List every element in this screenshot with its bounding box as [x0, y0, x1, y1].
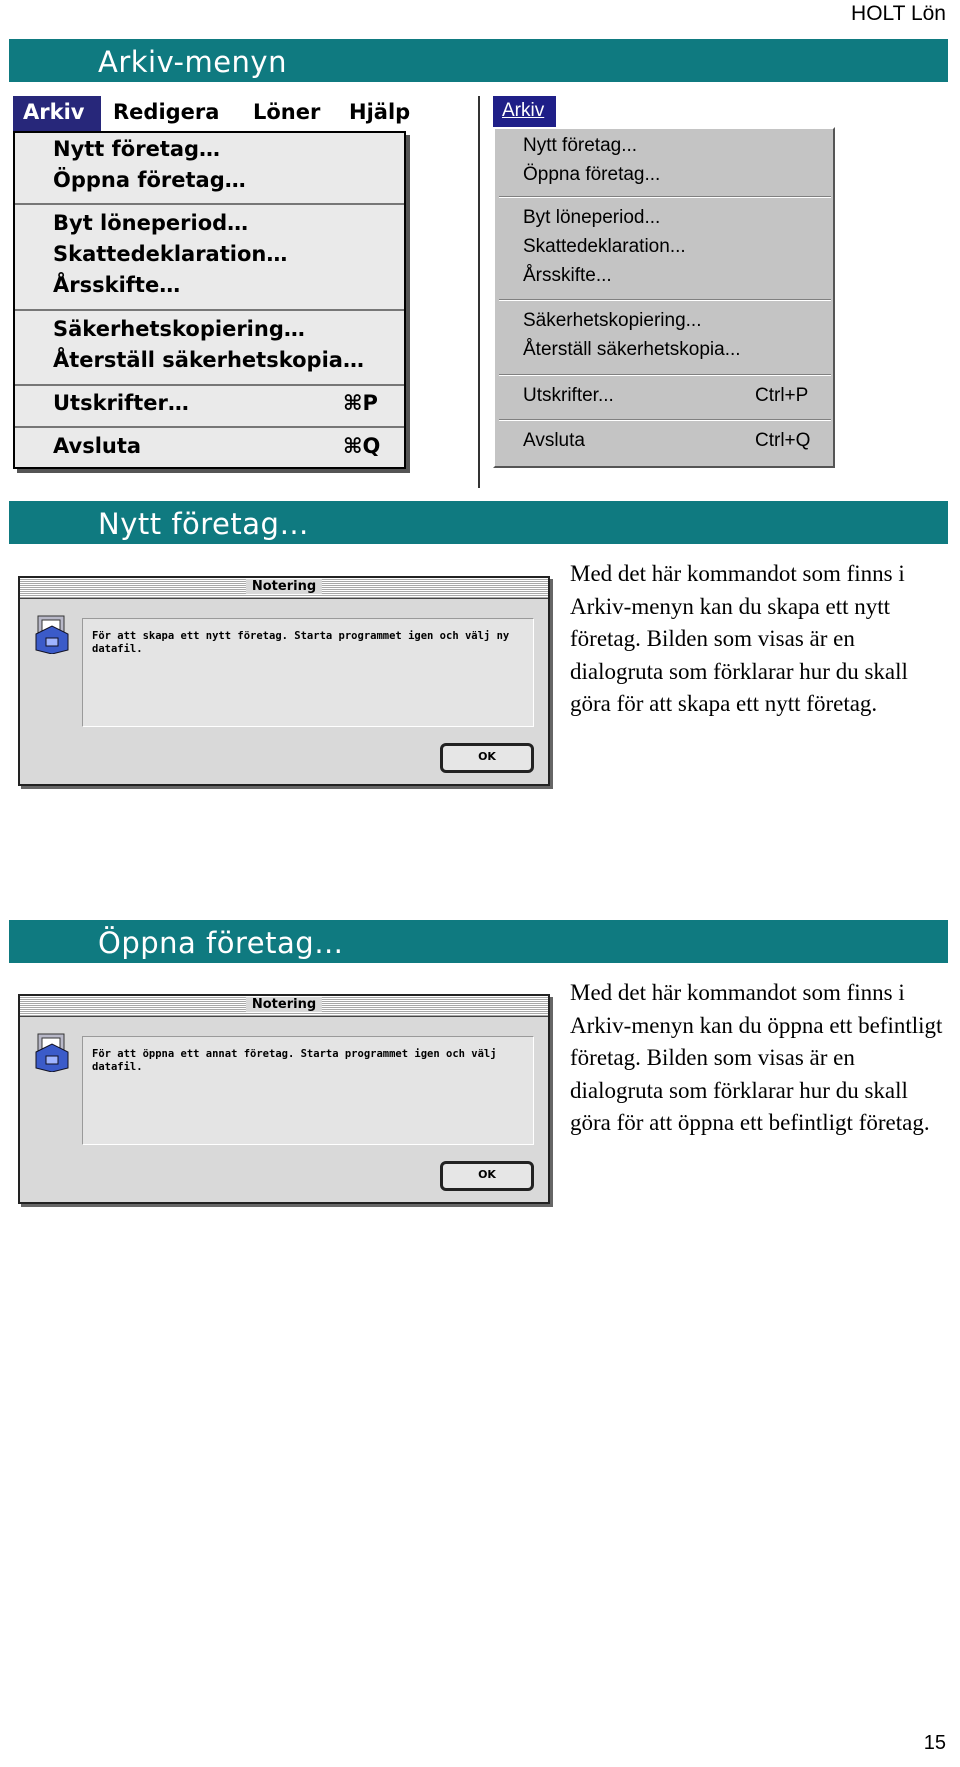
computer-disk-icon — [34, 1032, 70, 1072]
mac-menu-item-aterstall-sakerhetskopia[interactable]: Återställ säkerhetskopia… — [53, 348, 364, 372]
menu-separator — [15, 384, 404, 386]
section-band-oppna-foretag — [9, 920, 948, 963]
mac-menubar-item-hjalp[interactable]: Hjälp — [349, 100, 411, 124]
mac-menu-item-utskrifter[interactable]: Utskrifter… ⌘P — [53, 391, 378, 415]
win-menu-item-skattedeklaration[interactable]: Skattedeklaration... — [523, 236, 686, 257]
description-nytt-foretag: Med det här kommandot som finns i Arkiv-menyn kan du skapa ett nytt företag. Bilden som visas är en dialogruta som förklarar hur du skall göra för att skapa ett nytt företag. — [570, 561, 908, 716]
mac-menu-item-nytt-foretag[interactable]: Nytt företag… — [53, 137, 221, 161]
vertical-divider — [478, 96, 480, 488]
mac-menubar-item-arkiv[interactable]: Arkiv — [13, 96, 101, 131]
dialog-message: För att skapa ett nytt företag. Starta programmet igen och välj ny datafil. — [92, 630, 510, 655]
description-oppna-foretag: Med det här kommandot som finns i Arkiv-menyn kan du öppna ett befintligt företag. Bilden som visas är en dialogruta som förklarar hur du skall göra för att öppna ett befintligt företag. — [570, 980, 943, 1135]
page-number: 15 — [923, 1732, 946, 1754]
menu-separator — [499, 299, 831, 301]
win-menu-item-arsskifte[interactable]: Årsskifte... — [523, 265, 612, 286]
mac-menu-item-skattedeklaration[interactable]: Skattedeklaration… — [53, 242, 288, 266]
mac-dropdown-menu — [13, 131, 406, 469]
menu-separator — [15, 309, 404, 311]
win-menu-item-avsluta[interactable]: Avsluta Ctrl+Q — [523, 430, 811, 451]
win-menu-screenshot — [493, 96, 843, 476]
menu-separator — [499, 419, 831, 421]
win-dropdown-menu — [493, 127, 835, 468]
menu-separator — [499, 374, 831, 376]
section-band-nytt-foretag — [9, 501, 948, 544]
section-title: Arkiv-menyn — [98, 45, 287, 79]
mac-menu-item-byt-loneperiod[interactable]: Byt löneperiod… — [53, 211, 249, 235]
mac-menu-item-sakerhetskopiering[interactable]: Säkerhetskopiering… — [53, 317, 305, 341]
dialog-titlebar — [20, 578, 548, 599]
menu-separator — [15, 203, 404, 205]
section-title: Öppna företag… — [98, 926, 344, 960]
menu-separator — [15, 426, 404, 428]
document-header-brand: HOLT Lön — [851, 2, 946, 25]
computer-disk-icon — [34, 614, 70, 654]
mac-menu-item-avsluta[interactable]: Avsluta ⌘Q — [53, 434, 381, 458]
mac-menu-screenshot — [13, 96, 413, 474]
win-menu-item-sakerhetskopiering[interactable]: Säkerhetskopiering... — [523, 310, 702, 331]
win-menu-item-aterstall-sakerhetskopia[interactable]: Återställ säkerhetskopia... — [523, 339, 741, 360]
win-menu-item-utskrifter[interactable]: Utskrifter... Ctrl+P — [523, 385, 809, 406]
mac-menu-item-oppna-foretag[interactable]: Öppna företag… — [53, 168, 246, 192]
dialog-message: För att öppna ett annat företag. Starta programmet igen och välj datafil. — [92, 1048, 497, 1073]
shortcut-label: Ctrl+Q — [755, 430, 811, 451]
mac-menubar — [13, 96, 413, 131]
notering-dialog-nytt — [18, 576, 550, 786]
dialog-titlebar — [20, 996, 548, 1017]
ok-button[interactable]: OK — [440, 1161, 534, 1191]
win-menu-item-nytt-foretag[interactable]: Nytt företag... — [523, 135, 638, 156]
section-title: Nytt företag… — [98, 507, 309, 541]
dialog-title: Notering — [246, 997, 322, 1012]
mac-menubar-item-redigera[interactable]: Redigera — [113, 100, 220, 124]
mac-menu-item-arsskifte[interactable]: Årsskifte… — [53, 273, 181, 297]
win-menu-item-oppna-foretag[interactable]: Öppna företag... — [523, 164, 661, 185]
section-band-arkiv-menyn — [9, 39, 948, 82]
shortcut-label: ⌘P — [343, 391, 378, 415]
menu-separator — [499, 196, 831, 198]
notering-dialog-oppna — [18, 994, 550, 1204]
dialog-title: Notering — [246, 579, 322, 594]
win-menu-item-byt-loneperiod[interactable]: Byt löneperiod... — [523, 207, 661, 228]
mac-menubar-item-loner[interactable]: Löner — [253, 100, 321, 124]
shortcut-label: Ctrl+P — [755, 385, 809, 406]
ok-button[interactable]: OK — [440, 743, 534, 773]
shortcut-label: ⌘Q — [343, 434, 381, 458]
win-menubar-item-arkiv[interactable]: Arkiv — [493, 96, 556, 127]
